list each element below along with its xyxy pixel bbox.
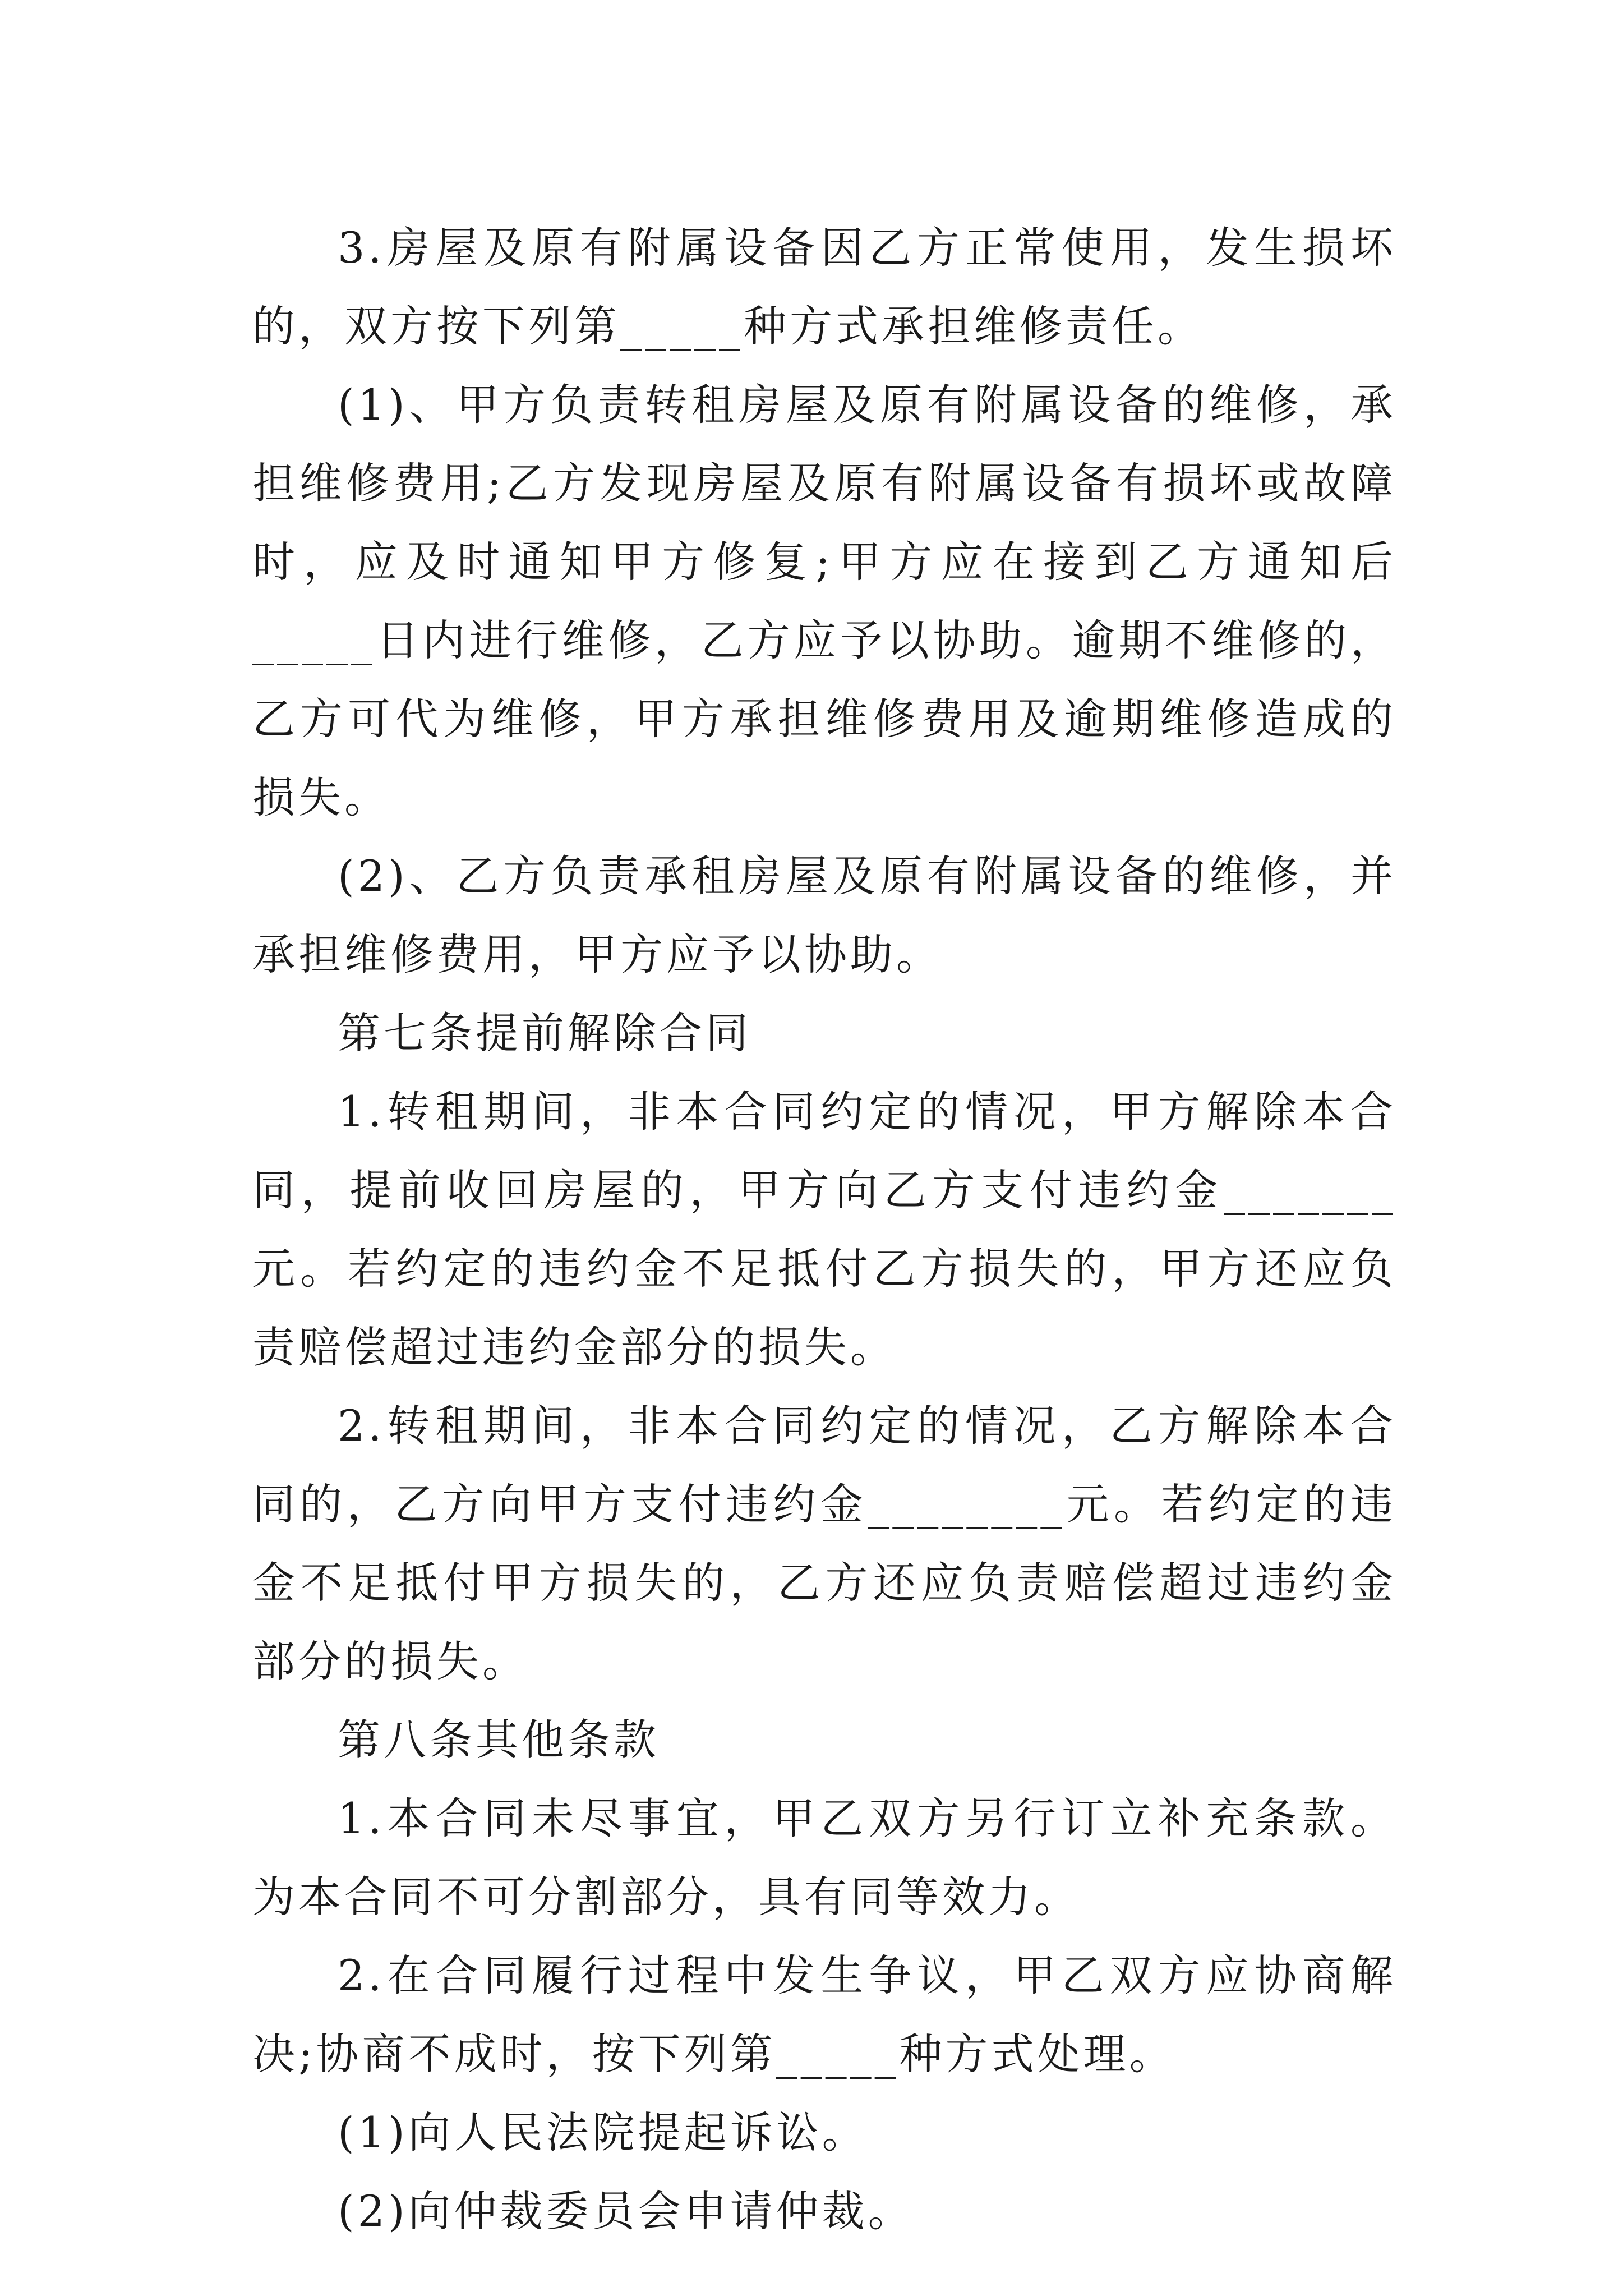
article-7-heading: 第七条提前解除合同 [338,1008,751,1058]
clause-8-2-option-2: (2)向仲裁委员会申请仲裁。 [338,2186,914,2236]
clause-6-3-option-1: (1)、甲方负责转租房屋及原有附属设备的维修，承担维修费用;乙方发现房屋及原有附属设备有损坏或故障时，应及时通知甲方修复;甲方应在接到乙方通知后_____日内进行维修，乙方应予以协助。逾期不维修的，乙方可代为维修，甲方承担维修费用及逾期维修造成的损失。 [252,380,1396,822]
clause-7-2: 2.转租期间，非本合同约定的情况，乙方解除本合同的，乙方向甲方支付违约金________元。若约定的违金不足抵付甲方损失的，乙方还应负责赔偿超过违约金部分的损失。 [252,1401,1396,1686]
clause-7-1: 1.转租期间，非本合同约定的情况，甲方解除本合同，提前收回房屋的，甲方向乙方支付违约金_______元。若约定的违约金不足抵付乙方损失的，甲方还应负责赔偿超过违约金部分的损失。 [252,1087,1396,1372]
clause-6-3-option-2: (2)、乙方负责承租房屋及原有附属设备的维修，并承担维修费用，甲方应予以协助。 [252,851,1396,979]
clause-8-2: 2.在合同履行过程中发生争议，甲乙双方应协商解决;协商不成时，按下列第_____种方式处理。 [252,1950,1396,2079]
clause-8-1: 1.本合同未尽事宜，甲乙双方另行订立补充条款。为本合同不可分割部分，具有同等效力。 [252,1793,1396,1922]
article-8-heading: 第八条其他条款 [338,1715,660,1765]
clause-8-2-option-1: (1)向人民法院提起诉讼。 [338,2108,868,2157]
document-body [252,209,1396,2251]
clause-6-3: 3.房屋及原有附属设备因乙方正常使用，发生损坏的，双方按下列第_____种方式承担维修责任。 [252,223,1396,351]
